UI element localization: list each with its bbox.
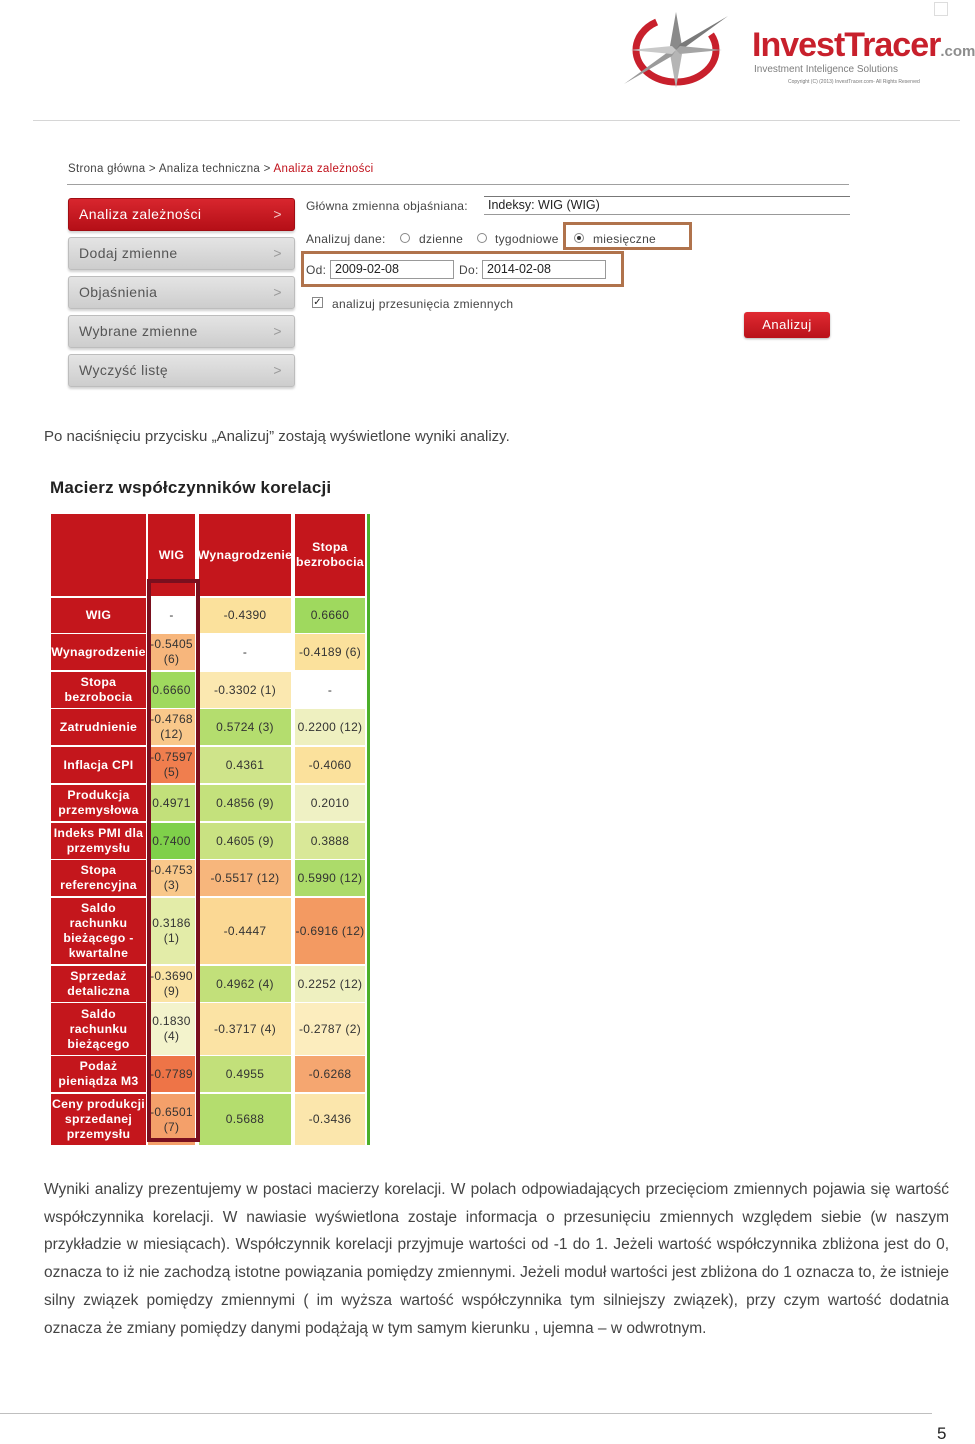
chevron-right-icon: > [273, 323, 282, 339]
menu-item-dodaj-zmienne[interactable]: Dodaj zmienne > [68, 237, 295, 270]
matrix-row-header: Wynagrodzenie [51, 634, 146, 670]
matrix-row-header: Produkcja przemysłowa [51, 785, 146, 821]
matrix-value-cell: - [148, 598, 195, 633]
matrix-value-cell: 0.3186 (1) [148, 898, 195, 964]
menu-item-analiza-zaleznosci[interactable]: Analiza zależności > [68, 198, 295, 231]
matrix-value-cell: -0.6501 (7) [148, 1094, 195, 1145]
matrix-edge [367, 514, 370, 1145]
matrix-row-header: Podaż pieniądza M3 [51, 1056, 146, 1092]
matrix-corner-cell [51, 514, 146, 596]
explanation-paragraph: Wyniki analizy prezentujemy w postaci macierzy korelacji. W polach odpowiadających przecięciom zmiennych pojawia się wartość współczynnika korelacji. W nawiasie wyświetlona zostaje informacja o przesunięciu zmiennych względem siebie (w naszym przykładzie w miesiącach). Współczynnik korelacji przyjmuje wartości od -1 do 1. Jeżeli wartość współczynnika zbliżona jest do 0, oznacza to iż nie zachodzą istotne powiązania pomiędzy zmiennymi. Jeżeli moduł wartości jest zbliżona do 1 oznacza to, że istnieje silny związek pomiędzy zmiennymi ( im wyższa wartość współczynnika tym silniejszy związek), przy czym wartość dodatnia oznacza że zmiany pomiędzy danymi podążają w tym samym kierunku , ujemna – w odwrotnym. [44, 1181, 949, 1337]
monthly-highlight [563, 222, 692, 250]
date-from-input[interactable]: 2009-02-08 [330, 260, 454, 279]
matrix-value-cell: -0.3690 (9) [148, 966, 195, 1002]
radio-weekly[interactable] [477, 233, 487, 243]
breadcrumb-home[interactable]: Strona główna [68, 163, 146, 175]
investtracer-logo [616, 6, 975, 92]
main-variable-field[interactable]: Indeksy: WIG (WIG) [484, 196, 850, 215]
matrix-value-cell: -0.6916 (12) [295, 898, 365, 964]
matrix-value-cell: 0.2252 (12) [295, 966, 365, 1002]
main-variable-label: Główna zmienna objaśniana: [306, 199, 468, 213]
breadcrumb-current: Analiza zależności [273, 163, 374, 175]
matrix-value-cell: 0.4971 [148, 785, 195, 821]
matrix-value-cell: -0.4768 (12) [148, 709, 195, 745]
matrix-value-cell: 0.5990 (12) [295, 860, 365, 896]
matrix-row-header: Indeks PMI dla przemysłu [51, 823, 146, 859]
menu-item-wyczysc-liste[interactable]: Wyczyść listę > [68, 354, 295, 387]
matrix-title: Macierz współczynników korelacji [50, 478, 332, 497]
matrix-column-header: WIG [148, 514, 195, 596]
breadcrumb-technical-analysis[interactable]: Analiza techniczna [158, 163, 261, 175]
matrix-value-cell: -0.2787 (2) [295, 1003, 365, 1055]
matrix-value-cell: 0.1830 (4) [148, 1003, 195, 1055]
analyze-data-label: Analizuj dane: [306, 232, 386, 246]
matrix-value-cell: -0.4447 [199, 898, 291, 964]
breadcrumb: Strona główna > Analiza techniczna > Analiza zależności [68, 163, 374, 175]
matrix-value-cell: -0.3302 (1) [199, 672, 291, 708]
matrix-row-header: Zatrudnienie [51, 709, 146, 745]
matrix-value-cell: 0.3888 [295, 823, 365, 859]
matrix-row-header: Saldo rachunku bieżącego [51, 1003, 146, 1055]
compass-logo-icon [616, 6, 746, 92]
matrix-value-cell: -0.5517 (12) [199, 860, 291, 896]
matrix-value-cell: 0.7400 [148, 823, 195, 859]
matrix-value-cell: 0.4955 [199, 1056, 291, 1092]
matrix-value-cell: 0.2010 [295, 785, 365, 821]
menu-item-wybrane-zmienne[interactable]: Wybrane zmienne > [68, 315, 295, 348]
matrix-value-cell: - [295, 672, 365, 708]
matrix-column-header: Wynagrodzenie [199, 514, 291, 596]
breadcrumb-divider [67, 184, 849, 185]
matrix-value-cell: 0.2200 (12) [295, 709, 365, 745]
matrix-value-cell: -0.3717 (4) [199, 1003, 291, 1055]
page-number: 5 [937, 1424, 947, 1443]
date-from-label: Od: [306, 263, 327, 277]
matrix-row-header: Saldo rachunku bieżącego - kwartalne [51, 898, 146, 964]
logo-tagline: Investment Inteligence Solutions [754, 64, 898, 75]
date-to-input[interactable]: 2014-02-08 [482, 260, 606, 279]
matrix-value-cell: 0.4605 (9) [199, 823, 291, 859]
matrix-column-header: Stopa bezrobocia [295, 514, 365, 596]
matrix-value-cell: -0.6268 [295, 1056, 365, 1092]
shift-checkbox-label: analizuj przesunięcia zmiennych [332, 297, 514, 311]
matrix-row-header: Ceny produkcji sprzedanej przemysłu [51, 1094, 146, 1145]
date-to-label: Do: [459, 263, 479, 277]
chevron-right-icon: > [273, 284, 282, 300]
matrix-value-cell: -0.7789 [148, 1056, 195, 1092]
matrix-row-header: Stopa bezrobocia [51, 672, 146, 708]
matrix-value-cell: 0.5688 [199, 1094, 291, 1145]
radio-daily-label: dzienne [419, 232, 464, 246]
matrix-row-header: Sprzedaż detaliczna [51, 966, 146, 1002]
matrix-row-header: WIG [51, 598, 146, 633]
footer-divider [0, 1413, 932, 1414]
radio-monthly-label: miesięczne [593, 232, 657, 246]
matrix-value-cell: 0.5724 (3) [199, 709, 291, 745]
matrix-value-cell: 0.6660 [295, 598, 365, 633]
chevron-right-icon: > [273, 245, 282, 261]
matrix-value-cell: 0.4361 [199, 747, 291, 783]
matrix-value-cell: - [199, 634, 291, 670]
chevron-right-icon: > [273, 206, 282, 222]
corner-mark [934, 2, 948, 16]
matrix-row-header: Inflacja CPI [51, 747, 146, 783]
analyze-button[interactable]: Analizuj [744, 312, 830, 338]
logo-wordmark: InvestTracer.com [752, 26, 975, 64]
intro-paragraph: Po naciśnięciu przycisku „Analizuj” zostają wyświetlone wyniki analizy. [44, 428, 510, 445]
chevron-right-icon: > [273, 362, 282, 378]
matrix-value-cell: 0.6660 [148, 672, 195, 708]
matrix-value-cell: -0.4753 (3) [148, 860, 195, 896]
correlation-matrix [49, 514, 370, 1147]
matrix-value-cell: -0.3436 [295, 1094, 365, 1145]
shift-checkbox[interactable]: ✓ [313, 297, 322, 308]
radio-daily[interactable] [400, 233, 410, 243]
radio-weekly-label: tygodniowe [495, 232, 559, 246]
matrix-value-cell: -0.5405 (6) [148, 634, 195, 670]
matrix-value-cell: -0.4189 (6) [295, 634, 365, 670]
matrix-value-cell: -0.4390 [199, 598, 291, 633]
matrix-value-cell: 0.4856 (9) [199, 785, 291, 821]
logo-copyright: Copyright (C) (2013) InvestTracer.com- All Rights Reserved [788, 79, 920, 85]
matrix-row-header: Stopa referencyjna [51, 860, 146, 896]
matrix-value-cell: -0.4060 [295, 747, 365, 783]
matrix-value-cell: -0.7597 (5) [148, 747, 195, 783]
date-range-highlight [301, 251, 624, 287]
matrix-value-cell: 0.4962 (4) [199, 966, 291, 1002]
menu-item-objasnienia[interactable]: Objaśnienia > [68, 276, 295, 309]
header-divider [33, 120, 960, 121]
